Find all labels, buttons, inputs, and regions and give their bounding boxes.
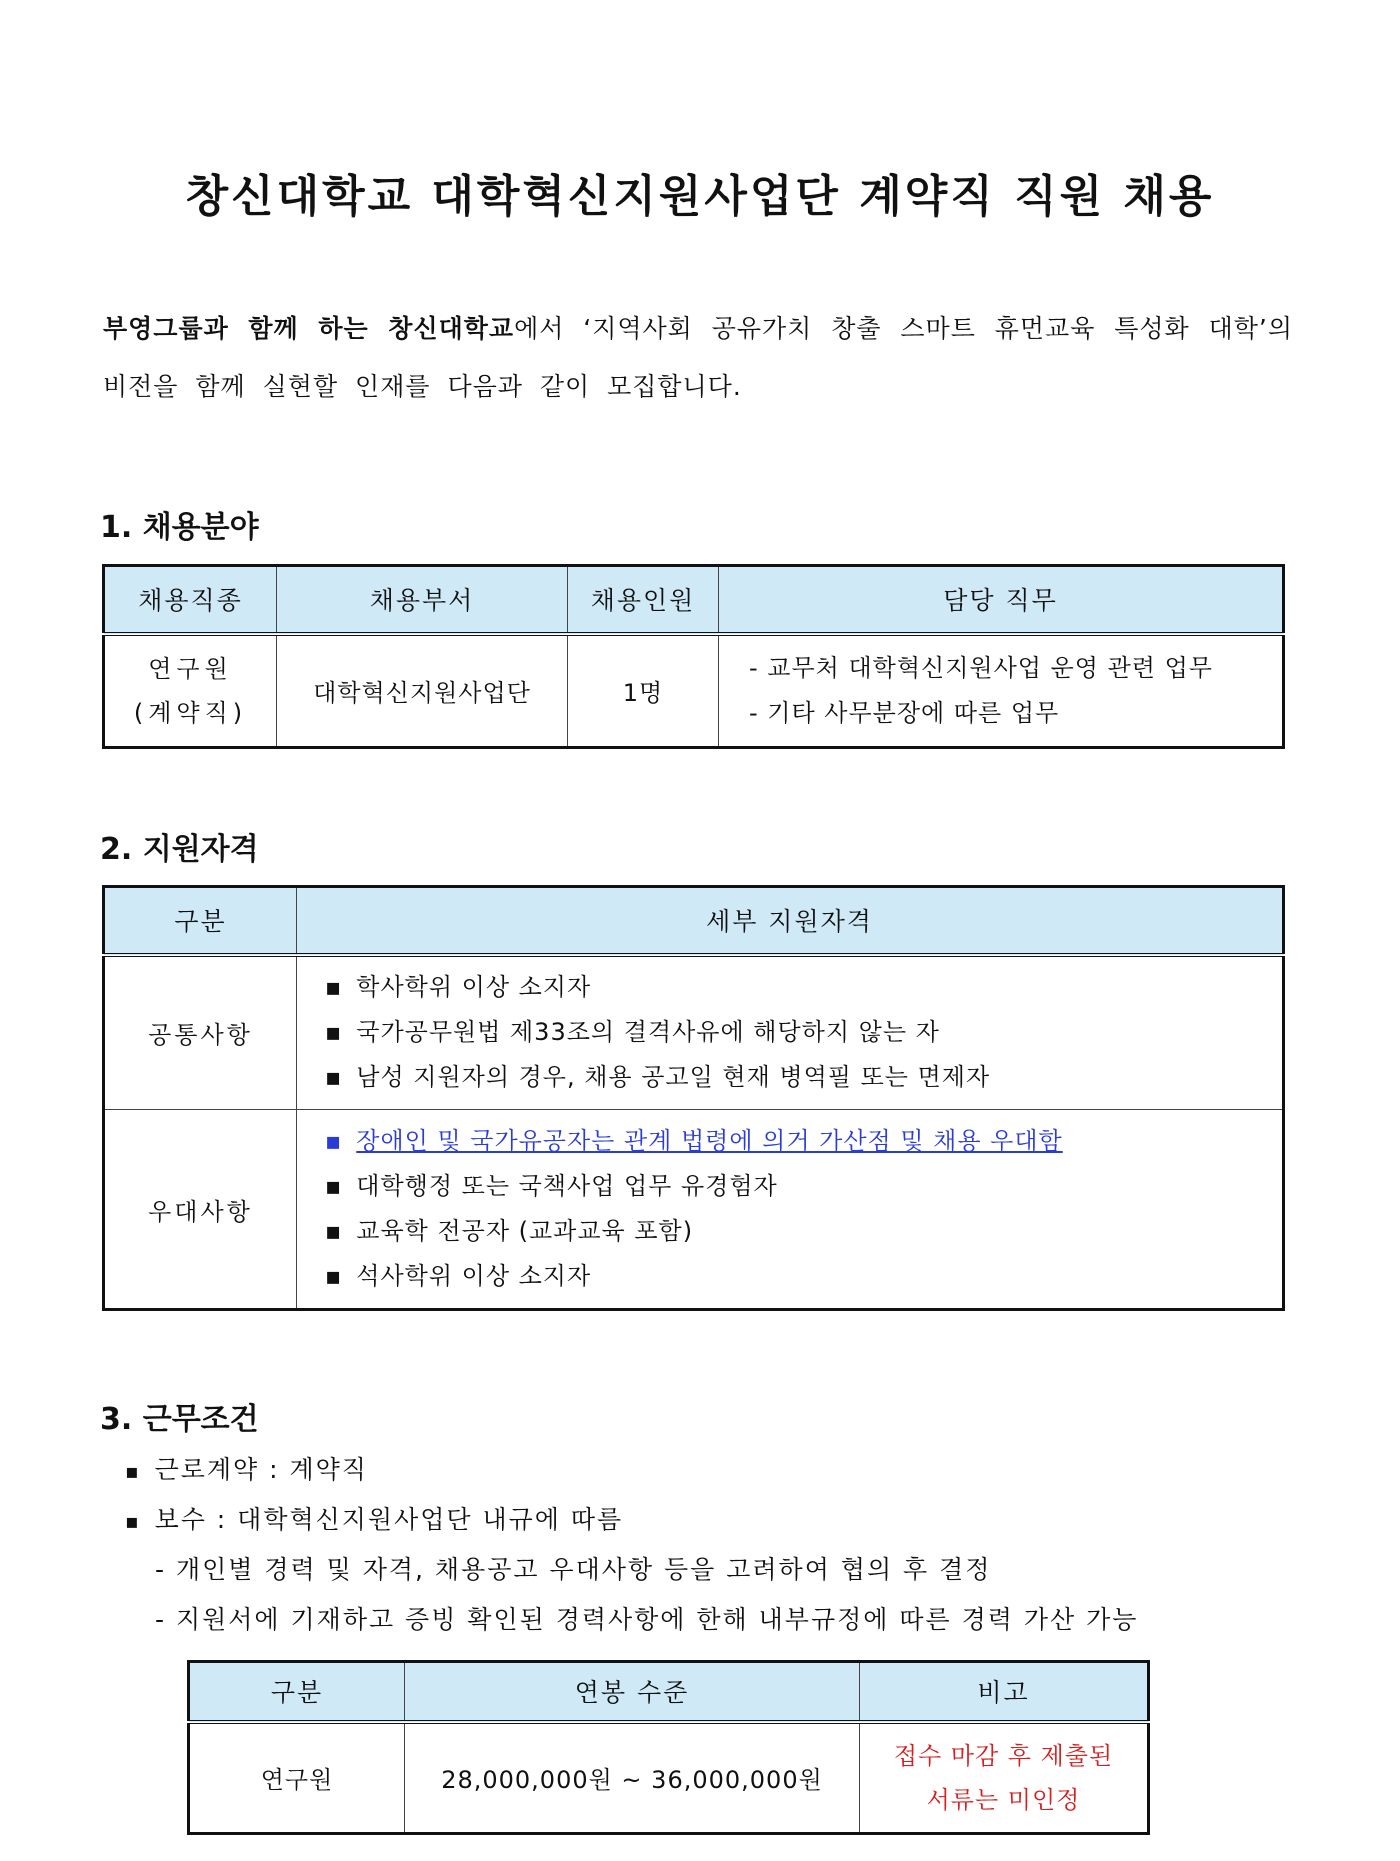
job-type-cell	[104, 634, 277, 748]
header-count: 채용인원	[568, 566, 719, 634]
header-department: 채용부서	[277, 566, 568, 634]
section2-heading: 2. 지원자격	[100, 832, 259, 867]
preferred-qualifications	[297, 1110, 1284, 1310]
header-duties: 담당 직무	[719, 566, 1284, 634]
common-qualifications	[297, 955, 1284, 1110]
document-title: 창신대학교 대학혁신지원사업단 계약직 직원 채용	[185, 171, 1215, 222]
duty-item: - 교무처 대학혁신지원사업 운영 관련 업무	[749, 653, 1213, 682]
duties-cell	[719, 634, 1284, 748]
intro-paragraph	[103, 300, 1293, 416]
qualification-item: ▪ 남성 지원자의 경우, 채용 공고일 현재 병역필 또는 면제자	[325, 1055, 1282, 1100]
preferred-item-link[interactable]	[325, 1119, 1282, 1164]
work-conditions-list	[125, 1445, 1138, 1645]
preferred-label: 우대사항	[104, 1110, 297, 1310]
section3-heading: 3. 근무조건	[100, 1402, 259, 1437]
header-salary-category: 구분	[189, 1662, 405, 1722]
intro-text: 에서 ‘지역사회 공유가치 창출 스마트 휴먼교육 특성화 대학’의 비전을 함께 실현할 인재를 다음과 같이 모집합니다.	[103, 314, 1293, 401]
salary-sub-item: - 지원서에 기재하고 증빙 확인된 경력사항에 한해 내부규정에 따른 경력 가산 가능	[155, 1605, 1139, 1634]
preferred-item: ▪ 석사학위 이상 소지자	[325, 1254, 1282, 1299]
header-job-type: 채용직종	[104, 566, 277, 634]
qualification-item: ▪ 학사학위 이상 소지자	[325, 965, 1282, 1010]
header-qualification: 세부 지원자격	[297, 887, 1284, 955]
department-cell: 대학혁신지원사업단	[277, 634, 568, 748]
salary-table	[187, 1660, 1150, 1835]
header-category: 구분	[104, 887, 297, 955]
section1-heading: 1. 채용분야	[100, 510, 259, 545]
job-contract-type: (계약직)	[133, 698, 248, 727]
qualification-item: ▪ 국가공무원법 제33조의 결격사유에 해당하지 않는 자	[325, 1010, 1282, 1055]
qualification-table	[102, 885, 1285, 1311]
salary-sub-item: - 개인별 경력 및 자격, 채용공고 우대사항 등을 고려하여 협의 후 결정	[155, 1555, 992, 1584]
common-label: 공통사항	[104, 955, 297, 1110]
note-line: 서류는 미인정	[926, 1785, 1081, 1814]
intro-bold-text: 부영그룹과 함께 하는 창신대학교	[103, 314, 515, 343]
header-salary-level: 연봉 수준	[405, 1662, 860, 1722]
duty-item: - 기타 사무분장에 따른 업무	[749, 698, 1060, 727]
count-cell: 1명	[568, 634, 719, 748]
preferred-link-text[interactable]: 장애인 및 국가유공자는 관계 법령에 의거 가산점 및 채용 우대함	[356, 1127, 1063, 1155]
job-type: 연구원	[148, 654, 233, 683]
contract-condition: ▪ 근로계약 : 계약직	[125, 1445, 1138, 1495]
salary-type-cell: 연구원	[189, 1722, 405, 1834]
preferred-item: ▪ 대학행정 또는 국책사업 업무 유경험자	[325, 1164, 1282, 1209]
recruitment-field-table	[102, 564, 1285, 749]
salary-range-cell: 28,000,000원 ~ 36,000,000원	[405, 1722, 860, 1834]
salary-condition: ▪ 보수 : 대학혁신지원사업단 내규에 따름	[125, 1495, 1138, 1545]
header-note: 비고	[860, 1662, 1149, 1722]
preferred-item: ▪ 교육학 전공자 (교과교육 포함)	[325, 1209, 1282, 1254]
note-line: 접수 마감 후 제출된	[893, 1741, 1114, 1770]
note-cell	[860, 1722, 1149, 1834]
